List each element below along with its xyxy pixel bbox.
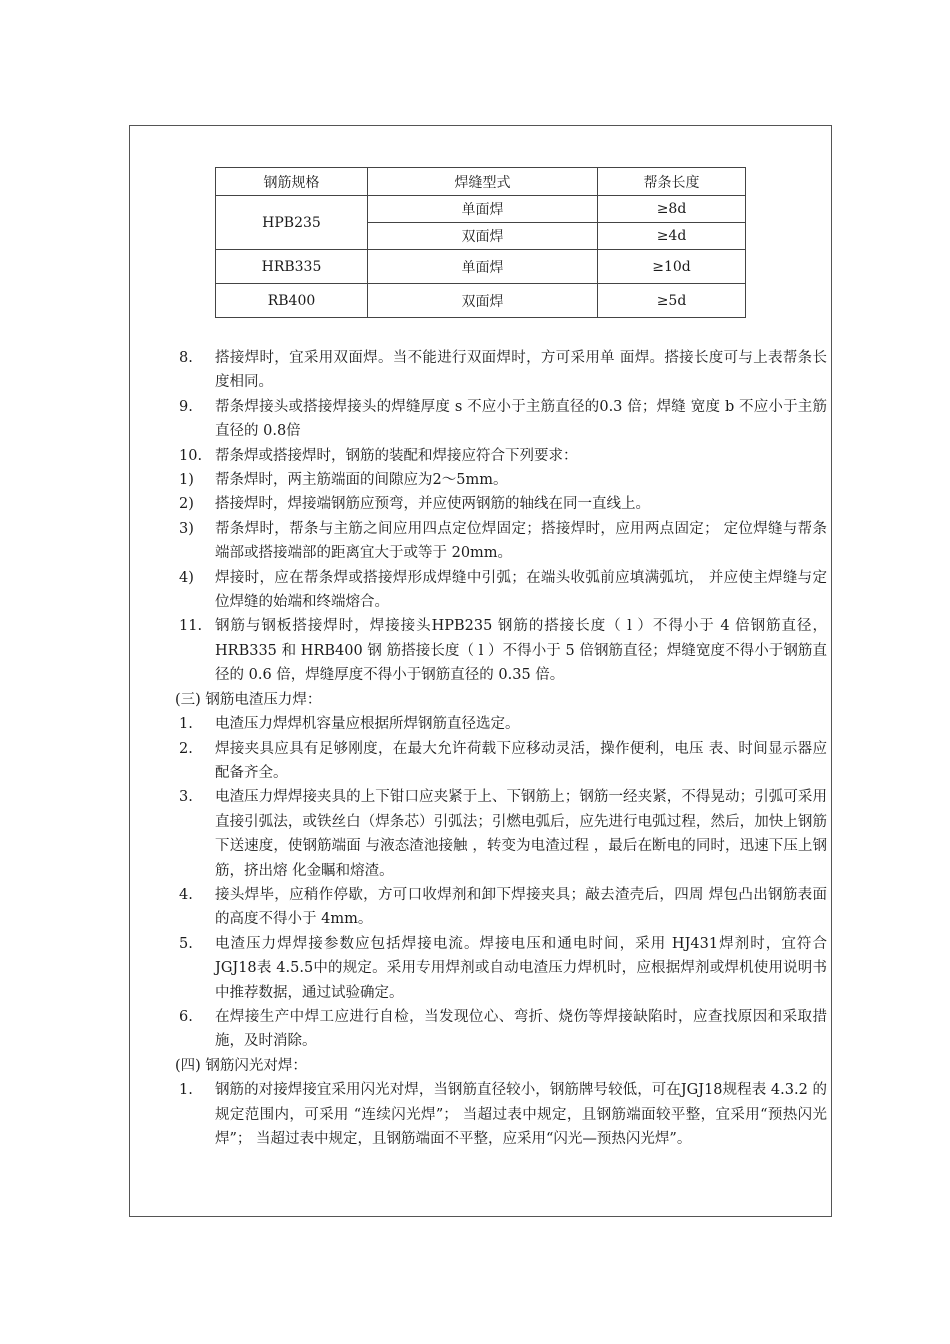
item-text: 帮条焊时，帮条与主筋之间应用四点定位焊固定；搭接焊时，应用两点固定； 定位焊缝与帮条端部或搭接端部的距离宜大于或等于 20mm。: [215, 520, 827, 562]
item-text: 钢筋的对接焊接宜采用闪光对焊，当钢筋直径较小，钢筋牌号较低，可在JGJ18规程表 4.3.2 的规定范围内，可采用 “连续闪光焊”； 当超过表中规定，且钢筋端面较平整，宜采用“预热闪光焊”； 当超过表中规定，且钢筋端面不平整，应采用“闪光—预热闪光焊”。: [215, 1082, 827, 1147]
item-number: 4.: [179, 886, 193, 903]
item-number: 3): [179, 520, 194, 537]
item-text: 焊接时，应在帮条焊或搭接焊形成焊缝中引弧；在端头收弧前应填满弧坑， 并应使主焊缝与定位焊缝的始端和终端熔合。: [215, 569, 827, 611]
item-text: 焊接夹具应具有足够刚度，在最大允许荷载下应移动灵活，操作便利，电压 表、时间显示器应配备齐全。: [215, 740, 827, 781]
item-number: 6.: [179, 1008, 193, 1025]
header-length: 帮条长度: [598, 168, 746, 196]
list-item: [175, 444, 827, 468]
section-heading: [175, 1054, 827, 1078]
item-text: 搭接焊时，宜采用双面焊。当不能进行双面焊时，方可采用单 面焊。搭接长度可与上表帮条长度相同。: [215, 350, 827, 391]
table-header-row: [216, 168, 746, 196]
table-row: [216, 196, 746, 223]
item-number: 10.: [179, 447, 203, 464]
cell-weld: 双面焊: [368, 223, 598, 250]
cell-length: ≥4d: [598, 223, 746, 250]
list-item: [175, 1005, 827, 1054]
item-number: 2.: [179, 740, 193, 757]
cell-length: ≥10d: [598, 250, 746, 284]
item-text: 接头焊毕，应稍作停歇，方可口收焊剂和卸下焊接夹具；敲去渣壳后，四周 焊包凸出钢筋表面的高度不得小于 4mm。: [215, 886, 827, 928]
table-row: [216, 284, 746, 318]
item-number: 9.: [179, 398, 193, 415]
list-item: [175, 614, 827, 687]
list-item: [175, 785, 827, 883]
cell-weld: 单面焊: [368, 196, 598, 223]
cell-weld: 单面焊: [368, 250, 598, 284]
list-item: [175, 517, 827, 566]
item-text: 电渣压力焊焊接夹具的上下钳口应夹紧于上、下钢筋上；钢筋一经夹紧，不得晃动；引弧可采用直接引弧法，或铁丝白（焊条芯）引弧法；引燃电弧后，应先进行电弧过程，然后，加快上钢筋下送速度，使钢筋端面 与液态渣池接触 ，转变为电渣过程 ，最后在断电的同时，迅速下压上钢筋，挤出熔 化金瞩和熔渣。: [215, 789, 827, 879]
cell-length: ≥5d: [598, 284, 746, 318]
header-spec: 钢筋规格: [216, 168, 368, 196]
cell-weld: 双面焊: [368, 284, 598, 318]
item-text: 电渣压力焊焊机容量应根据所焊钢筋直径选定。: [215, 716, 520, 733]
item-text: 电渣压力焊焊接参数应包括焊接电流。焊接电压和通电时间，采用 HJ431焊剂时，宜符合JGJ18表 4.5.5中的规定。采用专用焊剂或自动电渣压力焊机时，应根据焊剂或焊机使用说明书中推荐数据，通过试验确定。: [215, 935, 827, 1001]
item-text: 搭接焊时，焊接端钢筋应预弯，并应使两钢筋的轴线在同一直线上。: [215, 496, 650, 513]
list-item: [175, 395, 827, 444]
item-number: 8.: [179, 350, 193, 366]
cell-spec: RB400: [216, 284, 368, 318]
list-item: [175, 492, 827, 516]
item-text: 帮条焊或搭接焊时，钢筋的装配和焊接应符合下列要求：: [215, 447, 578, 464]
item-number: 2): [179, 496, 194, 513]
item-text: 在焊接生产中焊工应进行自检，当发现位心、弯折、烧伤等焊接缺陷时，应查找原因和采取措施，及时消除。: [215, 1008, 827, 1050]
list-item: [175, 566, 827, 615]
item-number: 11.: [179, 618, 203, 635]
item-text: 帮条焊接头或搭接焊接头的焊缝厚度 s 不应小于主筋直径的0.3 倍；焊缝 宽度 b 不应小于主筋直径的 0.8倍: [215, 398, 827, 440]
section-title: (三) 钢筋电渣压力焊：: [175, 691, 322, 708]
header-weld: 焊缝型式: [368, 168, 598, 196]
cell-spec: HRB335: [216, 250, 368, 284]
list-item: [175, 1078, 827, 1151]
item-text: 帮条焊时，两主筋端面的间隙应为2～5mm。: [215, 472, 508, 489]
item-number: 3.: [179, 789, 193, 806]
list-item: [175, 737, 827, 786]
table-row: [216, 250, 746, 284]
item-number: 1.: [179, 716, 193, 733]
list-item: [175, 468, 827, 492]
section-title: (四) 钢筋闪光对焊：: [175, 1057, 307, 1074]
cell-spec: HPB235: [216, 196, 368, 250]
cell-length: ≥8d: [598, 196, 746, 223]
list-item: [175, 932, 827, 1005]
list-item: [175, 712, 827, 736]
list-item: [175, 883, 827, 932]
section-heading: [175, 688, 827, 712]
item-number: 1): [179, 472, 194, 489]
weld-spec-table: [215, 167, 746, 318]
item-number: 5.: [179, 935, 193, 952]
list-item: [175, 346, 827, 395]
item-number: 1.: [179, 1082, 193, 1099]
document-body: [175, 346, 827, 1151]
item-text: 钢筋与钢板搭接焊时，焊接接头HPB235 钢筋的搭接长度（ l ）不得小于 4 倍钢筋直径，HRB335 和 HRB400 钢 筋搭接长度（ l ）不得小于 5 倍钢筋直径；焊缝宽度不得小于钢筋直径的 0.6 倍，焊缝厚度不得小于钢筋直径的 0.35 倍。: [215, 618, 827, 684]
item-number: 4): [179, 569, 194, 586]
